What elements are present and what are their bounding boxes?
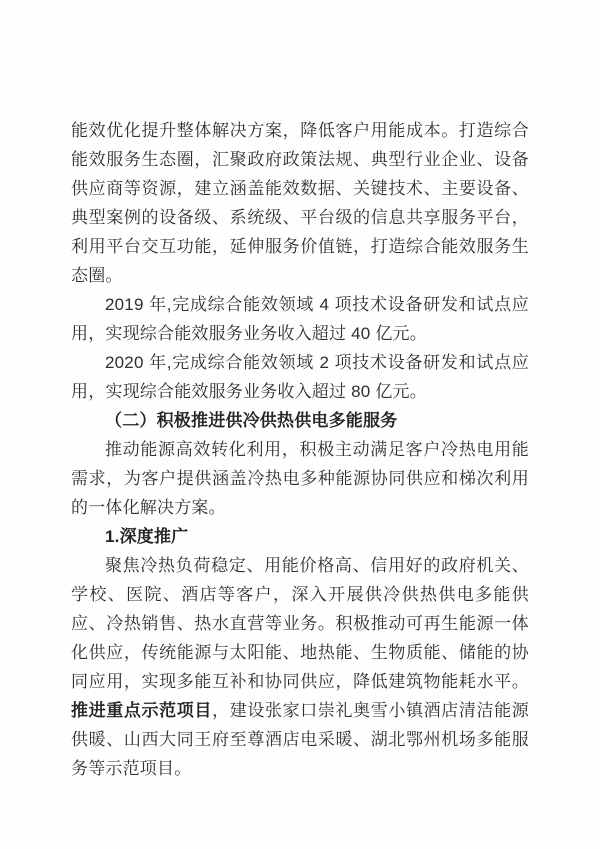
paragraph-run-bold: 推进重点示范项目 <box>71 701 213 720</box>
paragraph-run: 聚焦冷热负荷稳定、用能价格高、信用好的政府机关、学校、医院、酒店等客户，深入开展供冷供热供电多能供应、冷热销售、热水直营等业务。积极推动可再生能源一体化供应，传统能源与太阳能、地热能、生物质能、储能的协同应用，实现多能互补和协同供应，降低建筑物能耗水平。 <box>71 556 529 691</box>
section-heading-multi-energy-services: （二）积极推进供冷供热供电多能服务 <box>105 411 398 430</box>
paragraph-continuation: 能效优化提升整体解决方案，降低客户用能成本。打造综合能效服务生态圈，汇聚政府政策法规、典型行业企业、设备供应商等资源，建立涵盖能效数据、关键技术、主要设备、典型案例的设备级、系统级、平台级的信息共享服务平台，利用平台交互功能，延伸服务价值链，打造综合能效服务生态圈。 <box>71 121 529 285</box>
paragraph-energy-conversion: 推动能源高效转化利用，积极主动满足客户冷热电用能需求，为客户提供涵盖冷热电多种能源协同供应和梯次利用的一体化解决方案。 <box>71 440 529 517</box>
paragraph-demonstration-projects <box>71 551 529 783</box>
paragraph-2019-target: 2019 年,完成综合能效领域 4 项技术设备研发和试点应用，实现综合能效服务业务收入超过 40 亿元。 <box>71 295 529 343</box>
paragraph-2020-target: 2020 年,完成综合能效领域 2 项技术设备研发和试点应用，实现综合能效服务业务收入超过 80 亿元。 <box>71 353 529 401</box>
paragraph-run: ，建设张家口崇礼奥雪小镇酒店清洁能源供暖、山西大同王府至尊酒店电采暖、湖北鄂州机场多能服务等示范项目。 <box>71 701 529 778</box>
subsection-heading-deep-promotion: 1.深度推广 <box>105 527 189 546</box>
